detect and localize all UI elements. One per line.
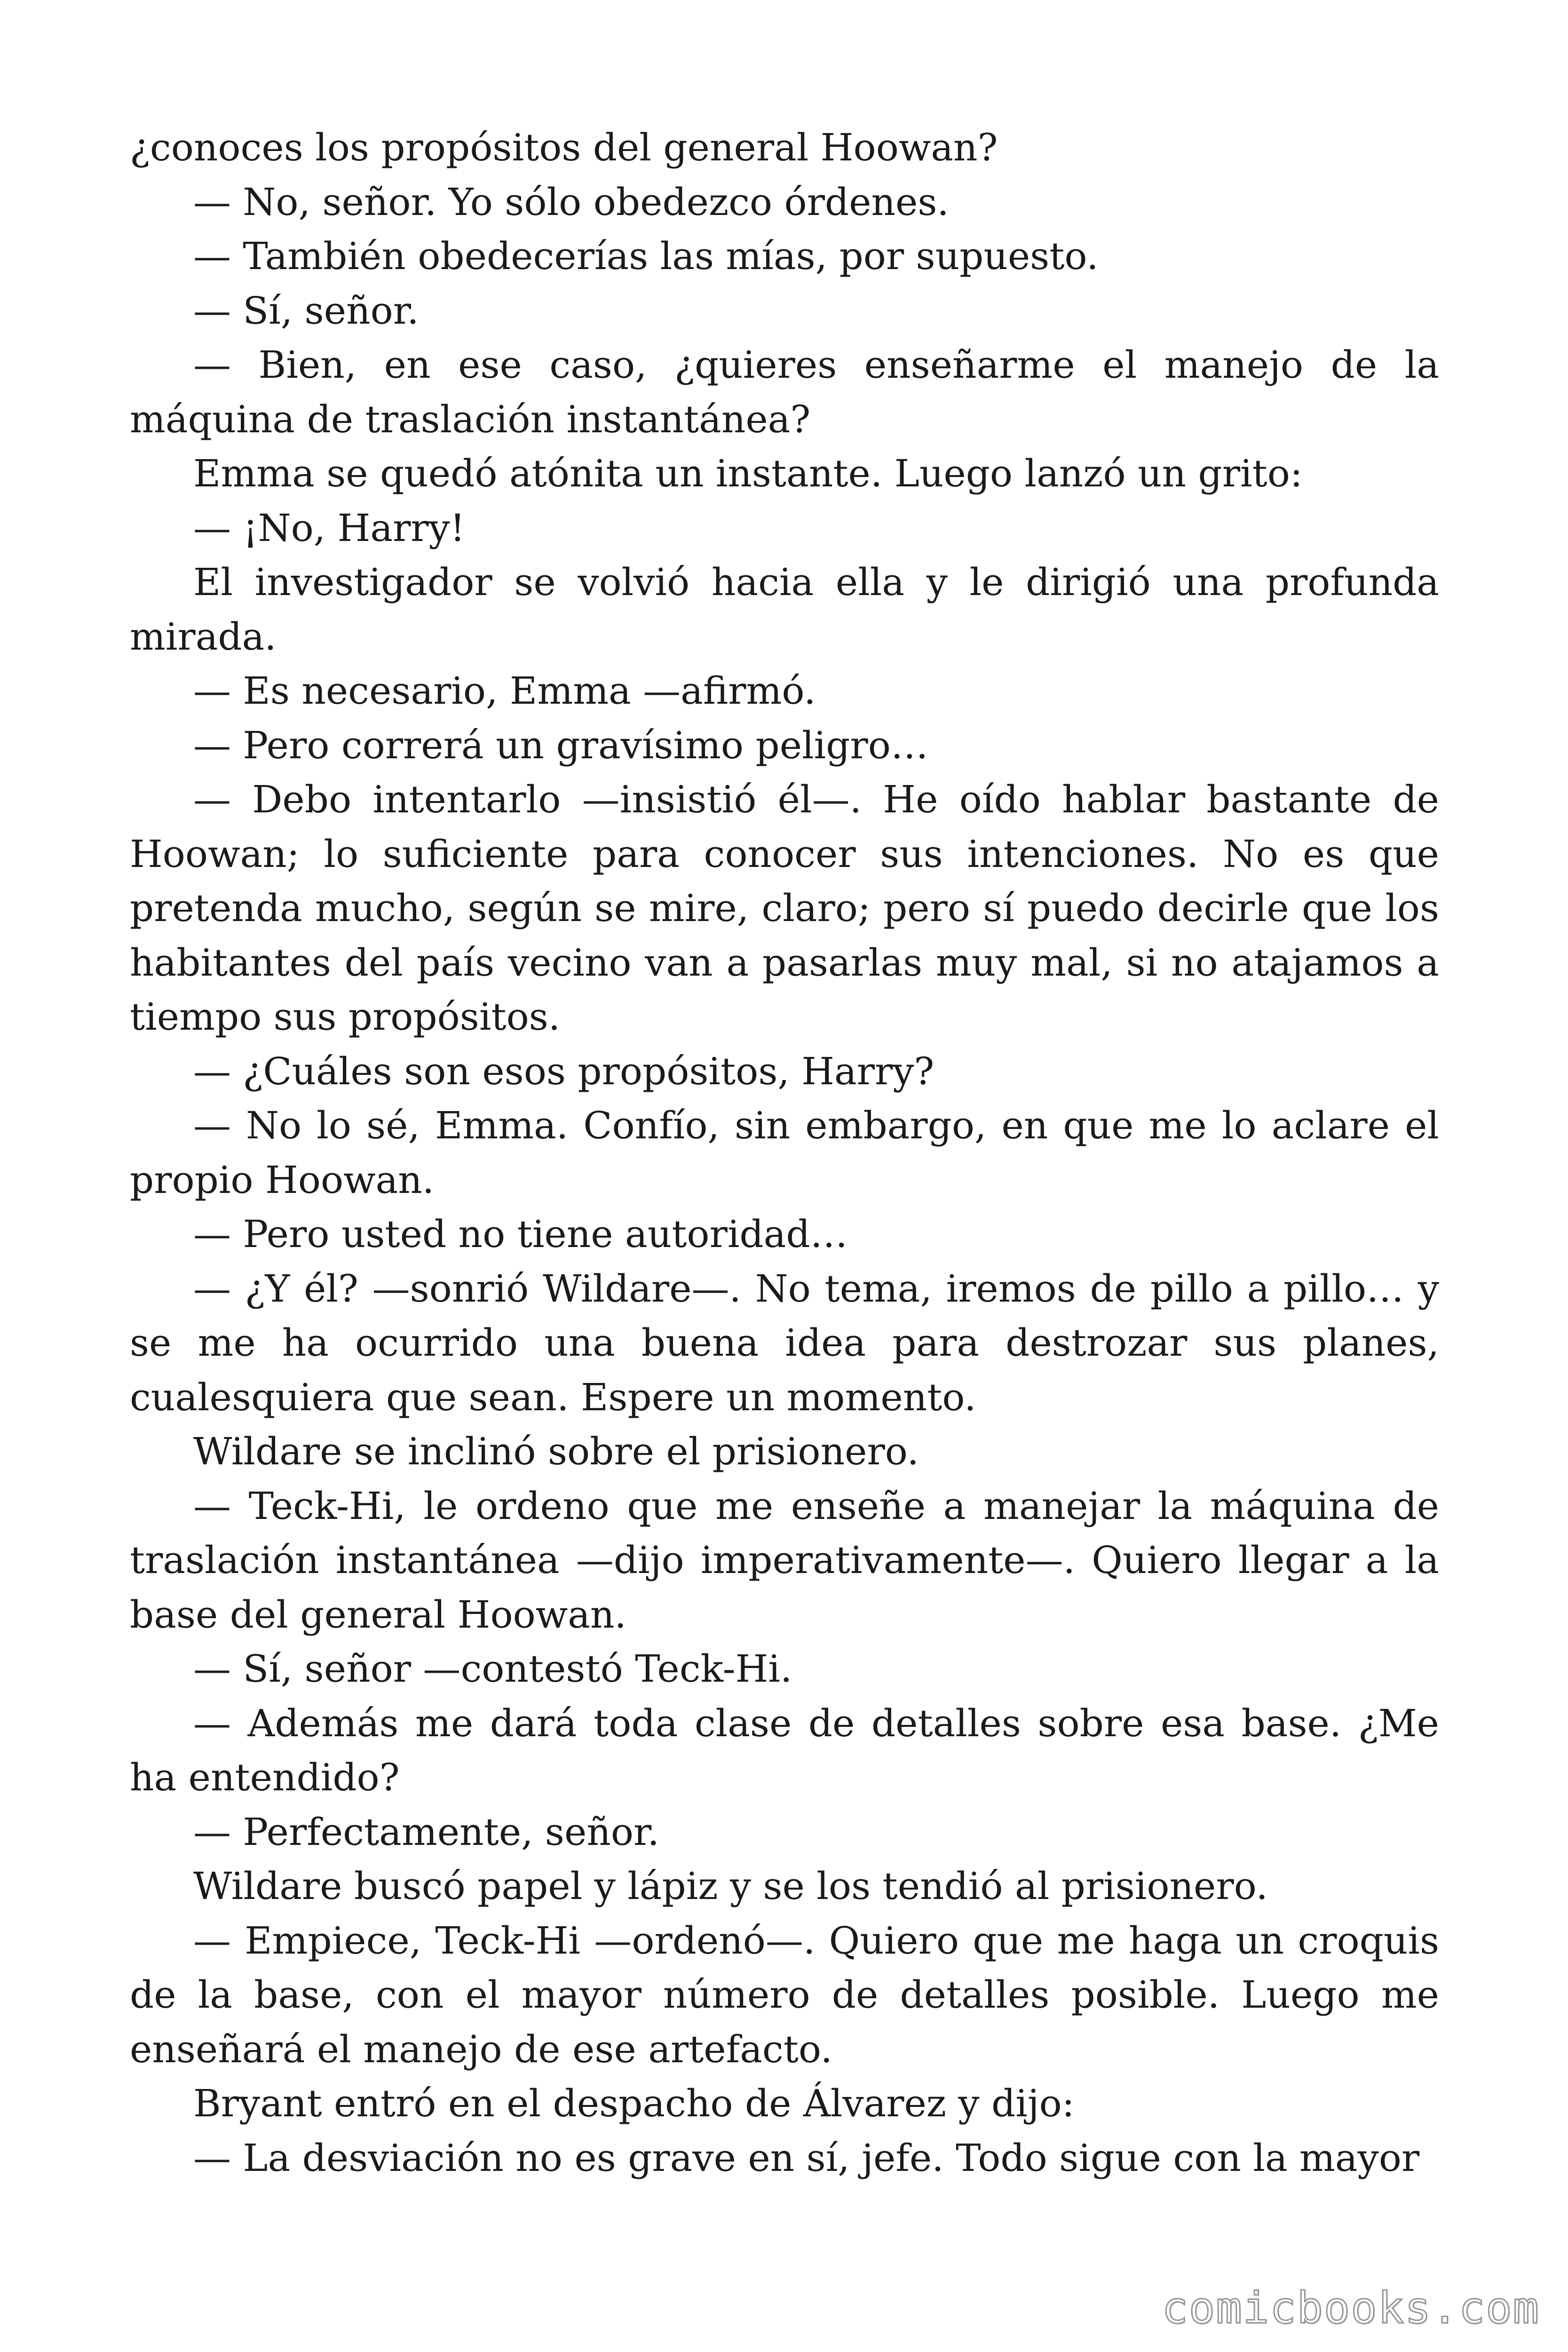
paragraph: — ¿Cuáles son esos propósitos, Harry? bbox=[193, 1049, 934, 1093]
paragraph: El investigador se volvió hacia ella y le dirigió una profunda mirada. bbox=[130, 560, 1439, 659]
paragraph: — Pero usted no tiene autoridad… bbox=[193, 1212, 848, 1256]
paragraph: — ¿Y él? —sonrió Wildare—. No tema, iremos de pillo a pillo… y se me ha ocurrido una buena idea para destrozar sus planes, cualesquiera que sean. Espere un momento. bbox=[130, 1266, 1439, 1419]
paragraph: Bryant entró en el despacho de Álvarez y dijo: bbox=[193, 2082, 1075, 2125]
paragraph: ¿conoces los propósitos del general Hoowan? bbox=[130, 126, 998, 169]
paragraph: Emma se quedó atónita un instante. Luego lanzó un grito: bbox=[193, 452, 1303, 495]
watermark-logo: comicbooks.com bbox=[1162, 2283, 1540, 2333]
paragraph: — Es necesario, Emma —afirmó. bbox=[193, 669, 816, 713]
paragraph: — Bien, en ese caso, ¿quieres enseñarme el manejo de la máquina de traslación instantánea? bbox=[130, 343, 1439, 441]
paragraph: Wildare buscó papel y lápiz y se los tendió al prisionero. bbox=[193, 1864, 1268, 1908]
paragraph: — Empiece, Teck-Hi —ordenó—. Quiero que me haga un croquis de la base, con el mayor número de detalles posible. Luego me enseñará el manejo de ese artefacto. bbox=[130, 1918, 1439, 2071]
paragraph: — ¡No, Harry! bbox=[193, 506, 465, 550]
paragraph: — Teck-Hi, le ordeno que me enseñe a manejar la máquina de traslación instantánea —dijo imperativamente—. Quiero llegar a la base del general Hoowan. bbox=[130, 1484, 1439, 1637]
body-text bbox=[130, 120, 1439, 2185]
paragraph: — No lo sé, Emma. Confío, sin embargo, en que me lo aclare el propio Hoowan. bbox=[130, 1104, 1439, 1202]
paragraph: — También obedecerías las mías, por supuesto. bbox=[193, 234, 1099, 278]
paragraph: — Debo intentarlo —insistió él—. He oído hablar bastante de Hoowan; lo suficiente para conocer sus intenciones. No es que pretenda mucho, según se mire, claro; pero sí puedo decirle que los habitantes del país vecino van a pasarlas muy mal, si no atajamos a tiempo sus propósitos. bbox=[130, 778, 1439, 1039]
paragraph: — Sí, señor —contestó Teck-Hi. bbox=[193, 1647, 792, 1691]
paragraph: — Además me dará toda clase de detalles sobre esa base. ¿Me ha entendido? bbox=[130, 1701, 1439, 1799]
paragraph: — Perfectamente, señor. bbox=[193, 1810, 659, 1854]
paragraph: — La desviación no es grave en sí, jefe. Todo sigue con la mayor bbox=[193, 2136, 1420, 2180]
paragraph: — Sí, señor. bbox=[193, 288, 419, 333]
paragraph: — No, señor. Yo sólo obedezco órdenes. bbox=[193, 180, 949, 224]
paragraph: Wildare se inclinó sobre el prisionero. bbox=[193, 1430, 919, 1473]
paragraph: — Pero correrá un gravísimo peligro… bbox=[193, 723, 928, 767]
